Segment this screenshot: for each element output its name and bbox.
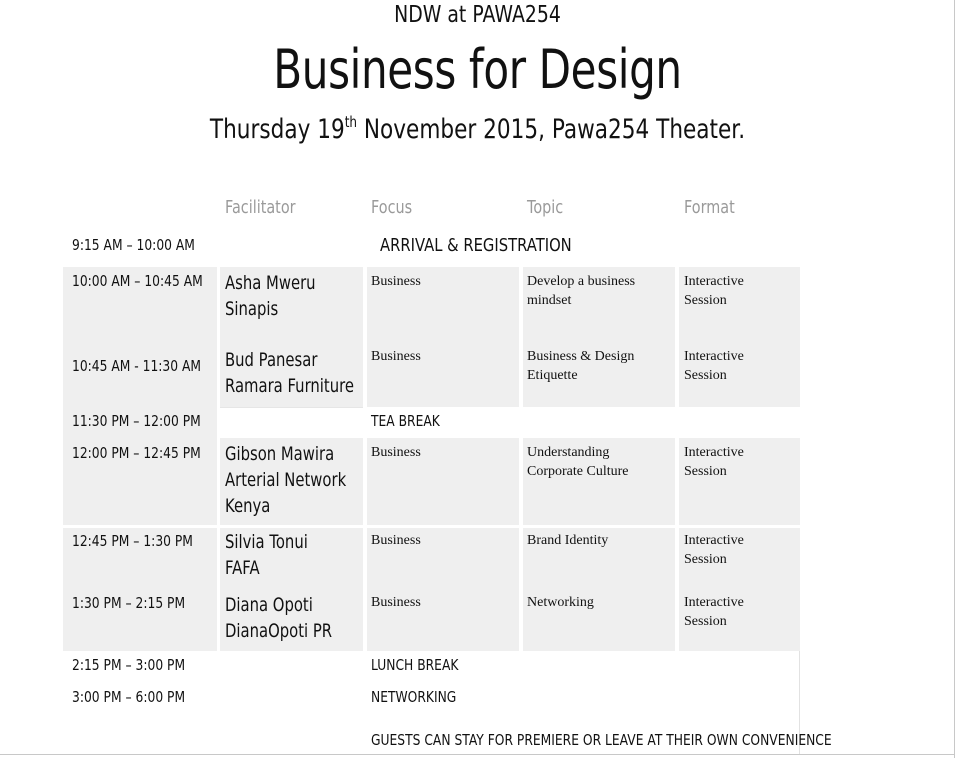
column-header-format: Format [684, 197, 735, 218]
row-time: 10:00 AM – 10:45 AM [72, 272, 203, 290]
format-cell: Interactive Session [684, 274, 744, 308]
facilitator-name [225, 270, 316, 322]
event-date [96, 113, 860, 145]
facilitator-line: Gibson Mawira [225, 443, 335, 465]
date-suffix: November 2015, Pawa254 Theater. [357, 114, 746, 145]
row-label-networking: NETWORKING [371, 688, 457, 706]
table-divider [363, 267, 367, 651]
column-header-topic: Topic [527, 197, 564, 218]
format-cell: Interactive Session [684, 349, 744, 383]
row-label-tea-break: TEA BREAK [371, 412, 440, 430]
table-divider [675, 267, 679, 651]
date-prefix: Thursday 19 [209, 114, 345, 145]
row-time: 10:45 AM - 11:30 AM [72, 357, 202, 375]
focus-cell: Business [371, 274, 421, 289]
topic-cell: Understanding Corporate Culture [527, 445, 629, 479]
facilitator-line: Asha Mweru [225, 272, 316, 294]
table-divider [519, 267, 523, 651]
row-time: 12:00 PM – 12:45 PM [72, 444, 201, 462]
page-edge [954, 0, 955, 758]
facilitator-name [225, 347, 354, 399]
facilitator-line: Arterial Network [225, 469, 347, 491]
format-cell: Interactive Session [684, 533, 744, 567]
guest-note: GUESTS CAN STAY FOR PREMIERE OR LEAVE AT THEIR OWN CONVENIENCE [371, 731, 832, 749]
focus-cell: Business [371, 595, 421, 610]
row-time: 12:45 PM – 1:30 PM [72, 532, 193, 550]
format-cell: Interactive Session [684, 445, 744, 479]
topic-cell: Networking [527, 595, 594, 610]
row-label-lunch-break: LUNCH BREAK [371, 656, 459, 674]
row-time: 1:30 PM – 2:15 PM [72, 594, 186, 612]
topic-cell: Business & Design Etiquette [527, 349, 635, 383]
format-cell: Interactive Session [684, 595, 744, 629]
table-divider [63, 525, 800, 528]
focus-cell: Business [371, 533, 421, 548]
table-divider [217, 267, 220, 651]
facilitator-line: Sinapis [225, 298, 279, 320]
row-label-arrival: ARRIVAL & REGISTRATION [380, 235, 572, 256]
facilitator-line: Ramara Furniture [225, 375, 355, 397]
row-time: 3:00 PM – 6:00 PM [72, 688, 186, 706]
facilitator-line: Silvia Tonui [225, 531, 308, 553]
facilitator-line: DianaOpoti PR [225, 620, 333, 642]
facilitator-name [225, 529, 308, 581]
topic-cell: Brand Identity [527, 533, 609, 548]
focus-cell: Business [371, 349, 421, 364]
page-edge [0, 754, 955, 755]
facilitator-name [225, 441, 346, 519]
focus-cell: Business [371, 445, 421, 460]
facilitator-line: FAFA [225, 557, 260, 579]
row-time: 2:15 PM – 3:00 PM [72, 656, 186, 674]
event-name: NDW at PAWA254 [394, 2, 561, 28]
facilitator-line: Kenya [225, 495, 271, 517]
facilitator-name [225, 592, 332, 644]
topic-cell: Develop a business mindset [527, 274, 636, 308]
column-header-facilitator: Facilitator [225, 197, 296, 218]
row-time: 11:30 PM – 12:00 PM [72, 412, 201, 430]
date-ordinal: th [344, 113, 358, 131]
row-time: 9:15 AM – 10:00 AM [72, 236, 195, 254]
column-header-focus: Focus [371, 197, 413, 218]
facilitator-line: Bud Panesar [225, 349, 318, 371]
page-title: Business for Design [273, 38, 682, 101]
facilitator-line: Diana Opoti [225, 594, 313, 616]
